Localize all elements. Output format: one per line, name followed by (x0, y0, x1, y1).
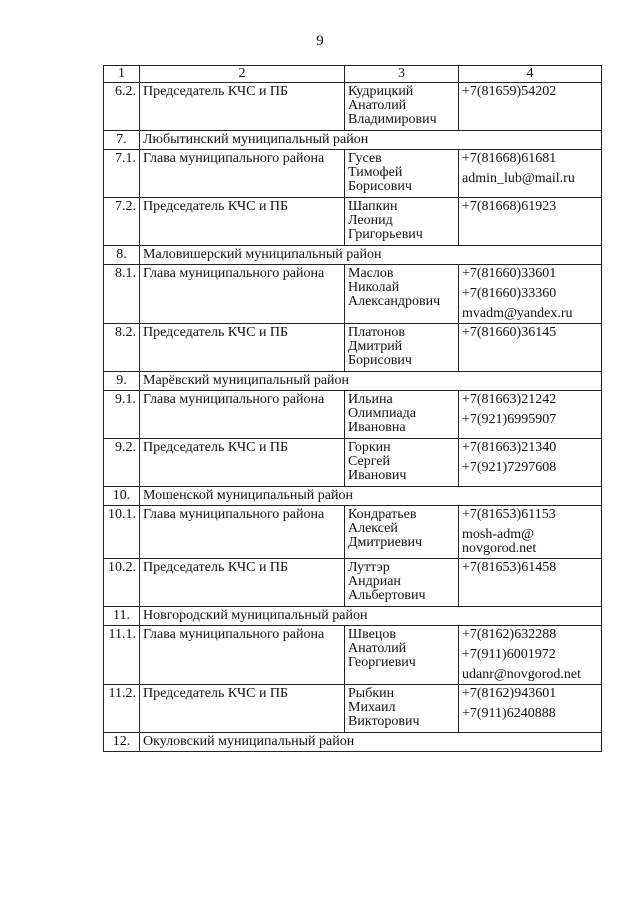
position-title: Глава муниципального района (140, 506, 345, 559)
position-title: Председатель КЧС и ПБ (140, 559, 345, 607)
person-name-part: Кондратьев (348, 507, 417, 522)
person-name-part: Горкин (348, 440, 391, 455)
entry-number: 10.1. (104, 506, 140, 559)
person-name-part: Николай (348, 280, 400, 295)
contact-info (459, 324, 602, 372)
table-row (104, 265, 602, 324)
section-title: Новгородский муниципальный район (140, 607, 602, 626)
contact-info (459, 685, 602, 733)
person-name-part: Алексей (348, 521, 398, 536)
entry-number: 8.1. (104, 265, 140, 324)
table-row (104, 83, 602, 131)
position-title: Глава муниципального района (140, 626, 345, 685)
contact-line: mosh-adm@ novgorod.net (462, 527, 537, 556)
person-name (345, 198, 459, 246)
position-title: Председатель КЧС и ПБ (140, 198, 345, 246)
entry-number: 7.1. (104, 150, 140, 198)
person-name-part: Кудрицкий (348, 84, 414, 99)
person-name-part: Маслов (348, 266, 394, 281)
contact-info (459, 626, 602, 685)
section-number: 7. (104, 131, 140, 150)
position-title: Председатель КЧС и ПБ (140, 83, 345, 131)
person-name-part: Михаил (348, 700, 396, 715)
person-name (345, 685, 459, 733)
person-name-part: Григорьевич (348, 227, 423, 242)
contact-line: +7(81663)21340 (462, 440, 557, 455)
person-name-part: Тимофей (348, 165, 403, 180)
entry-number: 11.2. (104, 685, 140, 733)
entry-number: 9.2. (104, 439, 140, 487)
person-name (345, 150, 459, 198)
contact-line: admin_lub@mail.ru (462, 171, 575, 186)
person-name-part: Дмитрий (348, 339, 403, 354)
contact-line: udanr@novgorod.net (462, 667, 582, 682)
person-name (345, 439, 459, 487)
contact-line: +7(911)6240888 (462, 706, 556, 721)
person-name-part: Анатолий (348, 641, 407, 656)
person-name-part: Ивановна (348, 420, 406, 435)
table-row (104, 685, 602, 733)
contact-line: +7(81653)61153 (462, 507, 556, 522)
person-name-part: Владимирович (348, 112, 437, 127)
column-header: 1 (104, 66, 140, 83)
section-title: Любытинский муниципальный район (140, 131, 602, 150)
contact-line: +7(8162)632288 (462, 627, 557, 642)
contact-line: +7(81668)61923 (462, 199, 557, 214)
section-title: Марёвский муниципальный район (140, 372, 602, 391)
person-name-part: Альбертович (348, 588, 426, 603)
contacts-table-body (104, 66, 602, 752)
column-header: 4 (459, 66, 602, 83)
contact-info (459, 559, 602, 607)
section-number: 9. (104, 372, 140, 391)
section-row (104, 607, 602, 626)
table-header-row (104, 66, 602, 83)
contact-line: +7(921)7297608 (462, 460, 557, 475)
person-name-part: Олимпиада (348, 406, 416, 421)
position-title: Глава муниципального района (140, 265, 345, 324)
person-name-part: Рыбкин (348, 686, 395, 701)
person-name (345, 626, 459, 685)
entry-number: 7.2. (104, 198, 140, 246)
section-row (104, 487, 602, 506)
contact-info (459, 439, 602, 487)
column-header: 2 (140, 66, 345, 83)
person-name-part: Платонов (348, 325, 405, 340)
section-number: 11. (104, 607, 140, 626)
column-header: 3 (345, 66, 459, 83)
contact-line: +7(8162)943601 (462, 686, 557, 701)
contact-line: +7(81660)33360 (462, 286, 557, 301)
person-name-part: Ильина (348, 392, 393, 407)
person-name (345, 391, 459, 439)
section-number: 8. (104, 246, 140, 265)
person-name-part: Иванович (348, 468, 407, 483)
person-name-part: Георгиевич (348, 655, 416, 670)
person-name-part: Луттэр (348, 560, 390, 575)
entry-number: 11.1. (104, 626, 140, 685)
section-title: Маловишерский муниципальный район (140, 246, 602, 265)
person-name-part: Леонид (348, 213, 393, 228)
section-title: Окуловский муниципальный район (140, 733, 602, 752)
contact-line: +7(81663)21242 (462, 392, 557, 407)
contact-line: +7(81653)61458 (462, 560, 557, 575)
table-row (104, 150, 602, 198)
table-row (104, 506, 602, 559)
person-name (345, 559, 459, 607)
section-row (104, 733, 602, 752)
table-row (104, 324, 602, 372)
person-name-part: Дмитриевич (348, 535, 423, 550)
contact-line: +7(81660)33601 (462, 266, 557, 281)
contacts-table (103, 65, 602, 752)
entry-number: 10.2. (104, 559, 140, 607)
entry-number: 8.2. (104, 324, 140, 372)
position-title: Председатель КЧС и ПБ (140, 324, 345, 372)
person-name (345, 83, 459, 131)
contact-info (459, 198, 602, 246)
person-name-part: Андриан (348, 574, 401, 589)
entry-number: 6.2. (104, 83, 140, 131)
section-row (104, 246, 602, 265)
table-row (104, 391, 602, 439)
person-name-part: Шапкин (348, 199, 398, 214)
contact-info (459, 391, 602, 439)
contact-line: +7(81668)61681 (462, 151, 557, 166)
person-name-part: Борисович (348, 179, 412, 194)
table-row (104, 559, 602, 607)
person-name (345, 324, 459, 372)
person-name (345, 265, 459, 324)
contact-line: +7(921)6995907 (462, 412, 557, 427)
section-number: 10. (104, 487, 140, 506)
table-row (104, 198, 602, 246)
section-row (104, 131, 602, 150)
person-name-part: Викторович (348, 714, 420, 729)
table-row (104, 439, 602, 487)
contact-line: +7(81659)54202 (462, 84, 557, 99)
person-name (345, 506, 459, 559)
page-number: 9 (316, 33, 324, 49)
person-name-part: Анатолий (348, 98, 407, 113)
position-title: Глава муниципального района (140, 150, 345, 198)
person-name-part: Александрович (348, 294, 441, 309)
table-row (104, 626, 602, 685)
person-name-part: Швецов (348, 627, 396, 642)
position-title: Глава муниципального района (140, 391, 345, 439)
section-number: 12. (104, 733, 140, 752)
person-name-part: Гусев (348, 151, 382, 166)
person-name-part: Сергей (348, 454, 390, 469)
contact-info (459, 150, 602, 198)
position-title: Председатель КЧС и ПБ (140, 685, 345, 733)
person-name-part: Борисович (348, 353, 412, 368)
contact-info (459, 265, 602, 324)
contact-line: +7(81660)36145 (462, 325, 557, 340)
contact-line: +7(911)6001972 (462, 647, 556, 662)
position-title: Председатель КЧС и ПБ (140, 439, 345, 487)
entry-number: 9.1. (104, 391, 140, 439)
section-row (104, 372, 602, 391)
contact-info (459, 506, 602, 559)
contact-line: mvadm@yandex.ru (462, 306, 573, 321)
contact-info (459, 83, 602, 131)
section-title: Мошенской муниципальный район (140, 487, 602, 506)
